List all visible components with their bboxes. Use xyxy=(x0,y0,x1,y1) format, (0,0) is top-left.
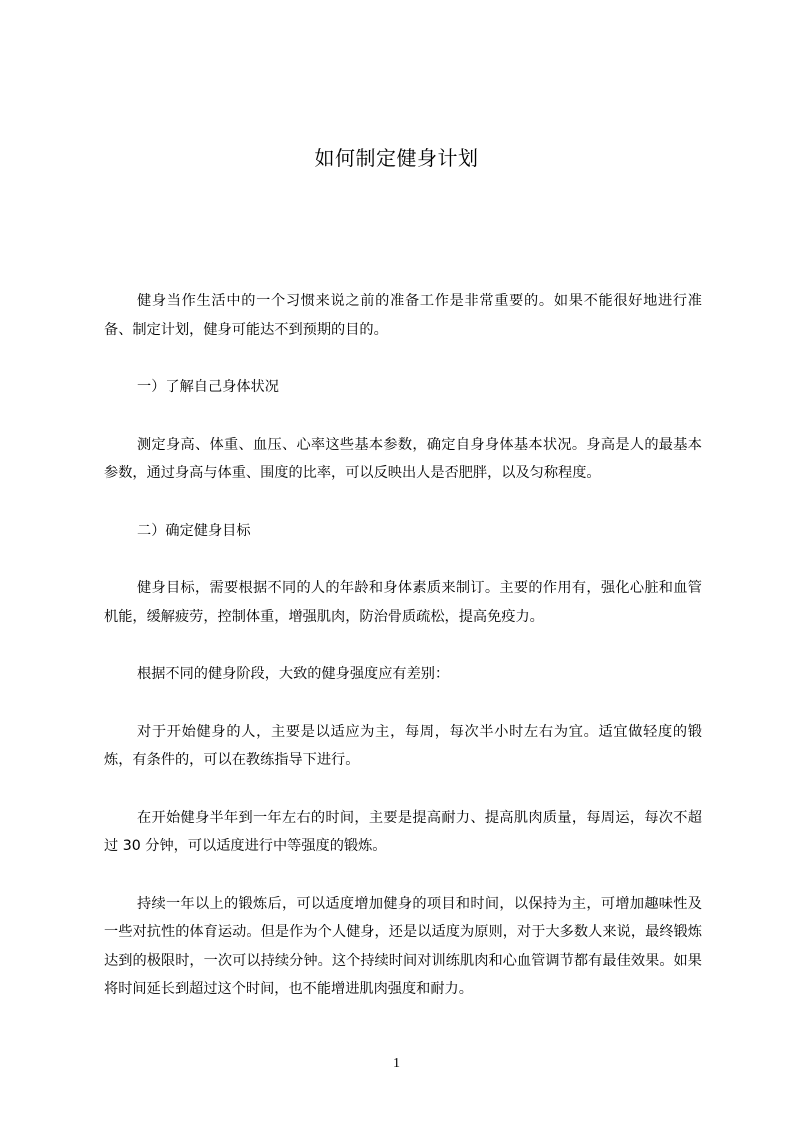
advanced-paragraph: 持续一年以上的锻炼后，可以适度增加健身的项目和时间，以保持为主，可增加趣味性及一些对抗性的体育运动。但是作为个人健身，还是以适度为原则，对于大多数人来说，最终锻炼达到的极限时，一次可以持续分钟。这个持续时间对训练肌肉和心血管调节都有最佳效果。如果将时间延长到超过这个时间，也不能增进肌肉强度和耐力。 xyxy=(104,895,702,997)
intensity-intro-paragraph: 根据不同的健身阶段，大致的健身强度应有差别： xyxy=(137,666,450,682)
document-body xyxy=(104,287,702,1033)
intro-paragraph: 健身当作生活中的一个习惯来说之前的准备工作是非常重要的。如果不能很好地进行准备、制定计划，健身可能达不到预期的目的。 xyxy=(104,293,702,338)
body-condition-paragraph: 测定身高、体重、血压、心率这些基本参数，确定自身身体基本状况。身高是人的最基本参数，通过身高与体重、围度的比率，可以反映出人是否肥胖，以及匀称程度。 xyxy=(104,436,702,481)
section-heading-1: 一）了解自己身体状况 xyxy=(137,379,279,395)
section-heading-2: 二）确定健身目标 xyxy=(137,522,251,539)
document-title: 如何制定健身计划 xyxy=(314,146,479,170)
half-year-paragraph: 在开始健身半年到一年左右的时间，主要是提高耐力、提高肌肉质量，每周运，每次不超过 30 分钟，可以适度进行中等强度的锻炼。 xyxy=(104,809,702,854)
page-number: 1 xyxy=(393,1056,400,1071)
beginner-paragraph: 对于开始健身的人，主要是以适应为主，每周，每次半小时左右为宜。适宜做轻度的锻炼，有条件的，可以在教练指导下进行。 xyxy=(104,723,702,768)
fitness-goal-paragraph: 健身目标，需要根据不同的人的年龄和身体素质来制订。主要的作用有，强化心脏和血管机能，缓解疲劳，控制体重，增强肌肉，防治骨质疏松，提高免疫力。 xyxy=(104,580,702,625)
